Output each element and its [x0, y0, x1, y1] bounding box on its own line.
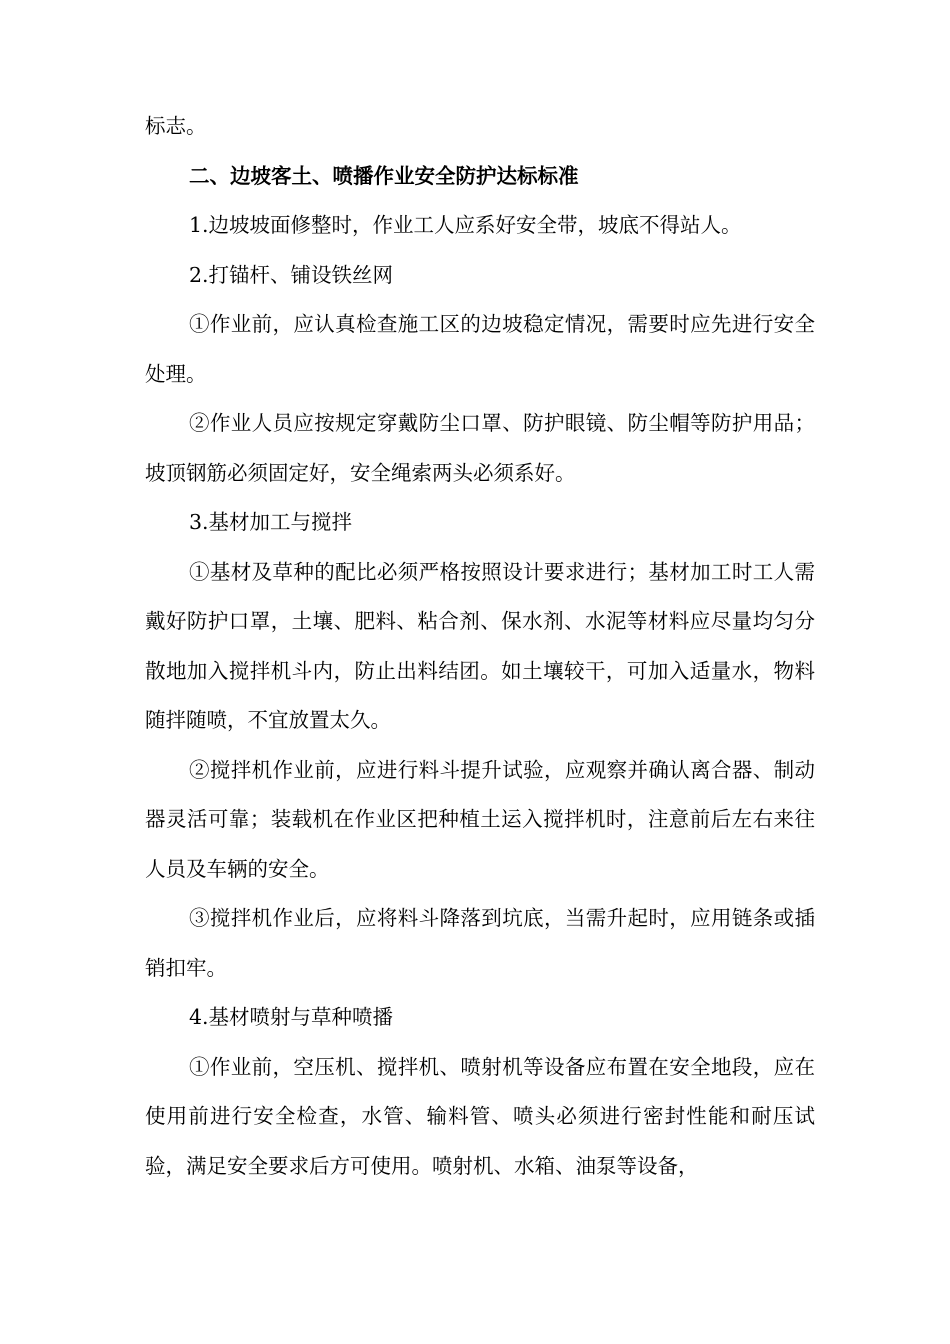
paragraph-continuation: 标志。 [145, 114, 207, 138]
paragraph-item-3-2: ②搅拌机作业前，应进行料斗提升试验，应观察并确认离合器、制动器灵活可靠；装载机在作业区把种植土运入搅拌机时，注意前后左右来往人员及车辆的安全。 [145, 757, 815, 881]
paragraph-item-1: 1.边坡坡面修整时，作业工人应系好安全带，坡底不得站人。 [189, 213, 742, 237]
subheading-item-4: 4.基材喷射与草种喷播 [189, 1005, 394, 1029]
subheading-item-2: 2.打锚杆、铺设铁丝网 [189, 262, 394, 287]
document-body [145, 102, 815, 1191]
paragraph-item-2-2: ②作业人员应按规定穿戴防尘口罩、防护眼镜、防尘帽等防护用品；坡顶钢筋必须固定好，安全绳索两头必须系好。 [145, 411, 815, 485]
paragraph-item-4-1: ①作业前，空压机、搅拌机、喷射机等设备应布置在安全地段，应在使用前进行安全检查，水管、输料管、喷头必须进行密封性能和耐压试验，满足安全要求后方可使用。喷射机、水箱、油泵等设备， [145, 1054, 815, 1178]
paragraph-item-3-3: ③搅拌机作业后，应将料斗降落到坑底，当需升起时，应用链条或插销扣牢。 [145, 906, 815, 980]
paragraph-item-2-1: ①作业前，应认真检查施工区的边坡稳定情况，需要时应先进行安全处理。 [145, 312, 815, 386]
paragraph-item-3-1: ①基材及草种的配比必须严格按照设计要求进行；基材加工时工人需戴好防护口罩，土壤、肥料、粘合剂、保水剂、水泥等材料应尽量均匀分散地加入搅拌机斗内，防止出料结团。如土壤较干，可加入适量水，物料随拌随喷，不宜放置太久。 [145, 559, 815, 732]
subheading-item-3: 3.基材加工与搅拌 [189, 510, 353, 534]
section-heading: 二、边坡客土、喷播作业安全防护达标标准 [189, 163, 579, 188]
